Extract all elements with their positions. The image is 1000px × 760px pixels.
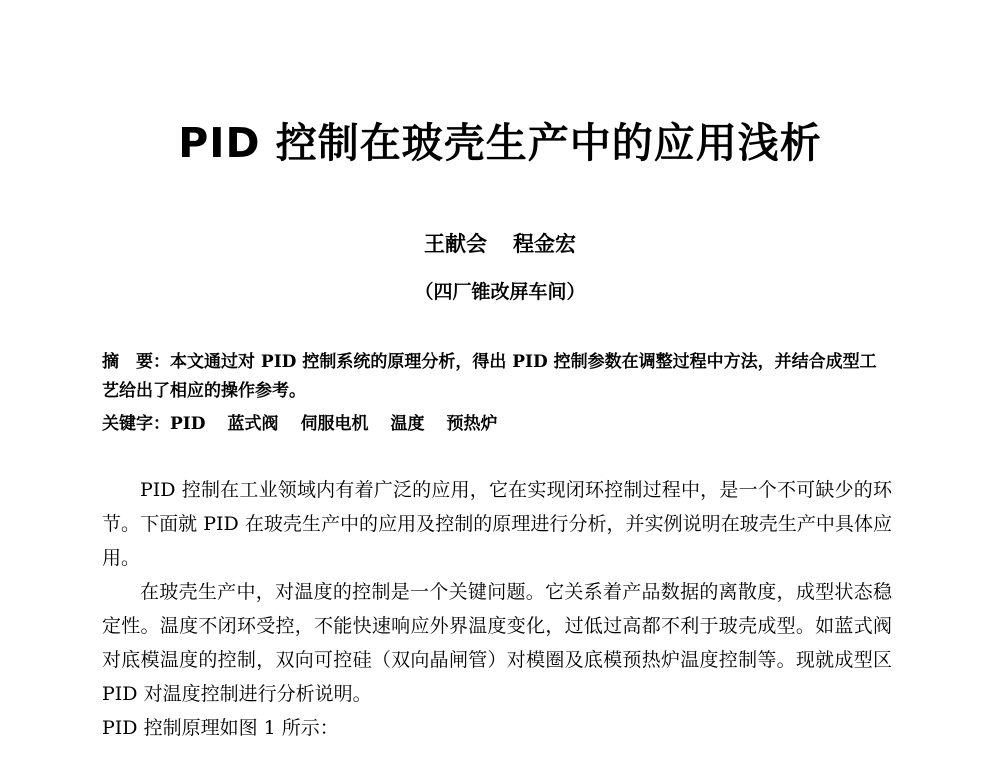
paper-title: PID 控制在玻壳生产中的应用浅析 [178, 119, 822, 167]
author-name: 王献会 [424, 231, 487, 256]
keyword: 预热炉 [446, 414, 498, 434]
abstract-text: 本文通过对 PID 控制系统的原理分析，得出 PID 控制参数在调整过程中方法，并结合成型工艺给出了相应的操作参考。 [102, 352, 877, 401]
abstract [102, 348, 892, 406]
keyword: 伺服电机 [300, 414, 369, 434]
author-list [0, 230, 1000, 258]
keyword: 温度 [390, 414, 425, 434]
body-paragraph: PID 控制原理如图 1 所示： [102, 717, 339, 739]
keywords [102, 410, 892, 439]
abstract-label: 摘 要： [102, 352, 170, 372]
keyword: PID [170, 414, 206, 434]
body-paragraph: 在玻壳生产中，对温度的控制是一个关键问题。它关系着产品数据的离散度，成型状态稳定性。温度不闭环受控，不能快速响应外界温度变化，过低过高都不利于玻壳成型。如蓝式阀对底模温度的控制，双向可控硅（双向晶闸管）对模圈及底模预热炉温度控制等。现就成型区 PID 对温度控制进行分析说明。 [102, 581, 892, 705]
author-name: 程金宏 [513, 231, 576, 256]
author-affiliation: （四厂锥改屏车间） [414, 281, 586, 303]
keyword: 蓝式阀 [227, 414, 279, 434]
body-paragraph: PID 控制在工业领域内有着广泛的应用，它在实现闭环控制过程中，是一个不可缺少的环节。下面就 PID 在玻壳生产中的应用及控制的原理进行分析，并实例说明在玻壳生产中具体应用。 [102, 479, 892, 569]
body-text [102, 473, 892, 745]
keywords-label: 关键字： [102, 414, 170, 434]
